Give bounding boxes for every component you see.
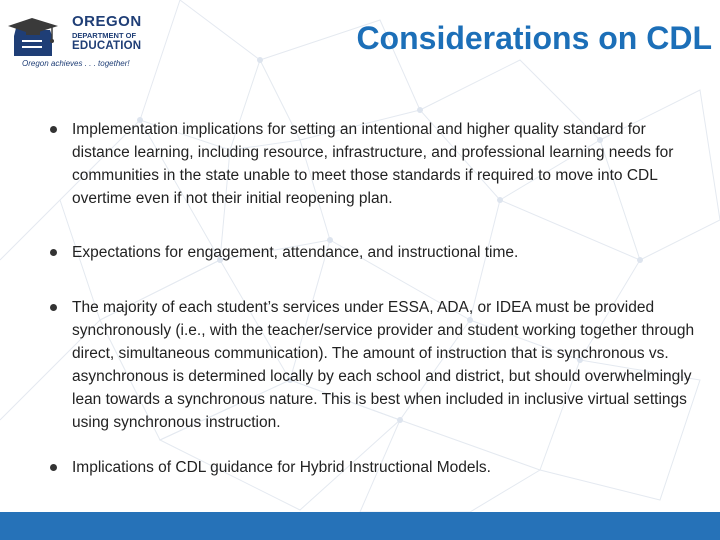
bullet-item [50, 456, 700, 479]
bullet-dot-icon [50, 126, 57, 133]
bullet-text: Expectations for engagement, attendance, and instructional time. [72, 244, 519, 261]
bullet-dot-icon [50, 464, 57, 471]
footer-bar [0, 512, 720, 540]
bullet-item [50, 118, 700, 210]
bullet-list [50, 118, 700, 479]
oregon-grad-cap-icon [8, 16, 68, 60]
logo-tagline: Oregon achieves . . . together! [22, 59, 130, 68]
bullet-dot-icon [50, 249, 57, 256]
bullet-text: Implications of CDL guidance for Hybrid Instructional Models. [72, 459, 491, 476]
logo-line-oregon: OREGON [72, 13, 142, 30]
bullet-item [50, 241, 700, 264]
logo-wordmark [72, 14, 142, 52]
bullet-dot-icon [50, 304, 57, 311]
slide-title: Considerations on CDL [356, 20, 712, 56]
bullet-text: The majority of each student’s services under ESSA, ADA, or IDEA must be provided synchronously (i.e., with the teacher/service provider and student working together through direct, simultaneous communication). The amount of instruction that is synchronous vs. asynchronous is determined locally by each school and district, but should overwhelmingly lean towards a synchronous nature. This is best when included in inclusive virtual settings using synchronous instruction. [72, 299, 695, 431]
oregon-education-logo [8, 12, 142, 68]
logo-line-department: DEPARTMENT OF [72, 31, 137, 40]
bullet-text: Implementation implications for setting an intentional and higher quality standard for distance learning, including resource, infrastructure, and professional learning needs for communities in the state unable to meet those standards if required to move into CDL overtime even if not their initial reopening plan. [72, 121, 674, 207]
bullet-item [50, 296, 700, 434]
logo-line-education: EDUCATION [72, 39, 142, 52]
